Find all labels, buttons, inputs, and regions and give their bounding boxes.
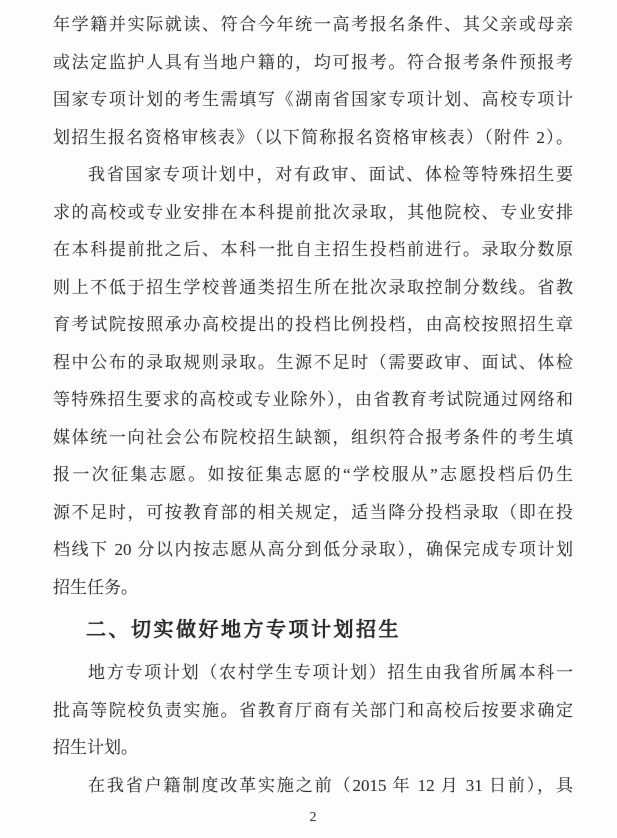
- text-line: 档线下 20 分以内按志愿从高分到低分录取），确保完成专项计划: [53, 540, 573, 559]
- text-line: 媒体统一向社会公布院校招生缺额，组织符合报考条件的考生填: [53, 427, 573, 447]
- text-line: 我省国家专项计划中，对有政审、面试、体检等特殊招生要: [88, 165, 573, 184]
- text-line: 招生计划。: [53, 738, 138, 757]
- text-line: 地方专项计划（农村学生专项计划）招生由我省所属本科一: [88, 663, 573, 682]
- text-line: 批高等院校负责实施。省教育厅商有关部门和高校后按要求确定: [53, 700, 573, 720]
- text-line: 程中公布的录取规则录取。生源不足时（需要政审、面试、体检: [53, 352, 573, 372]
- text-line: 国家专项计划的考生需填写《湖南省国家专项计划、高校专项计: [53, 90, 573, 109]
- section-heading: 二、切实做好地方专项计划招生: [86, 619, 401, 641]
- text-line: 则上不低于招生学校普通类招生所在批次录取控制分数线。省教: [53, 277, 573, 297]
- text-line: 划招生报名资格审核表》（以下简称报名资格审核表）（附件 2）。: [53, 127, 573, 147]
- text-line: 招生任务。: [53, 577, 138, 597]
- text-line: 育考试院按照承办高校提出的投档比例投档，由高校按照招生章: [53, 315, 573, 334]
- text-line: 等特殊招生要求的高校或专业除外），由省教育考试院通过网络和: [53, 390, 573, 409]
- text-line: 在我省户籍制度改革实施之前（2015 年 12 月 31 日前），具: [88, 775, 573, 795]
- text-line: 报一次征集志愿。如按征集志愿的“学校服从”志愿投档后仍生: [53, 465, 573, 484]
- text-line: 源不足时，可按教育部的相关规定，适当降分投档录取（即在投: [53, 502, 573, 522]
- text-line: 或法定监护人具有当地户籍的，均可报考。符合报考条件预报考: [53, 52, 573, 72]
- text-line: 求的高校或专业安排在本科提前批次录取，其他院校、专业安排: [53, 202, 573, 222]
- page-number: 2: [309, 810, 317, 825]
- text-line: 在本科提前批之后、本科一批自主招生投档前进行。录取分数原: [53, 240, 573, 259]
- text-line: 年学籍并实际就读、符合今年统一高考报名条件、其父亲或母亲: [53, 15, 573, 34]
- document-text-column: [53, 6, 573, 804]
